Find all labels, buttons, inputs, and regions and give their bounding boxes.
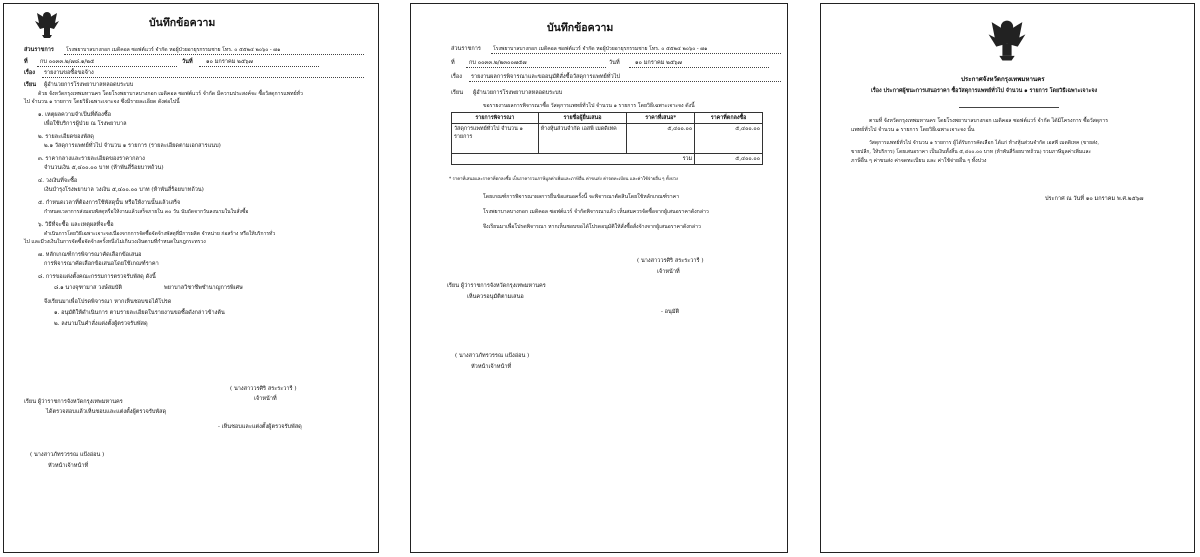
item-2-detail: ๒.๑ วัสดุการแพทย์ทั่วไป จำนวน ๑ รายการ (รายละเอียดตามเอกสารแนบ) xyxy=(44,143,221,149)
to-value: ผู้อำนวยการโรงพยาบาลหลอดบระบบ xyxy=(473,90,563,96)
ref-label: ที่ xyxy=(24,59,28,65)
item-3-detail: จำนวนเงิน ๕,๔๐๐.๐๐ บาท (ห้าพันสี่ร้อยบาทถ้วน) xyxy=(44,165,164,171)
bid-table xyxy=(451,112,763,165)
table-cell: ๕,๔๐๐.๐๐ xyxy=(695,124,763,154)
body-paragraph-2-cont: ขายปลีก, ให้บริการ) โดยเสนอราคา เป็นเงินทั้งสิ้น ๕,๔๐๐.๐๐ บาท (ห้าพันสี่ร้อยบาทถ้วน) รวมภาษีมูลค่าเพิ่มและ xyxy=(851,149,1092,155)
subject-value: รายงานผลการพิจารณาและขออนุมัติสั่งซื้อวัสดุการแพทย์ทั่วไป xyxy=(471,74,620,80)
date-underline xyxy=(629,67,769,68)
body-paragraph-2: วัสดุการแพทย์ทั่วไป จำนวน ๑ รายการ ผู้ได้รับการคัดเลือก ได้แก่ ห้างหุ้นส่วนจำกัด เอสพี เมดดิเทค (ขายส่ง, xyxy=(869,140,1100,146)
table-cell: วัสดุการแพทย์ทั่วไป จำนวน ๑ รายการ xyxy=(452,124,539,154)
item-2: ๒. รายละเอียดของพัสดุ xyxy=(38,134,94,140)
table-header: รายการพิจารณา xyxy=(452,113,539,124)
approval-point-1: ๑. อนุมัติให้ดำเนินการ ตามรายละเอียดในรายงานขอซื้อดังกล่าวข้างต้น xyxy=(54,310,225,316)
table-cell: ห้างหุ้นส่วนจำกัด เอสพี เมดดิเทค xyxy=(538,124,627,154)
announcement-subject: เรื่อง ประกาศผู้ชนะการเสนอราคา ซื้อวัสดุการแพทย์ทั่วไป จำนวน ๑ รายการ โดยวิธีเฉพาะเจาะจง xyxy=(871,88,1098,94)
agency-underline xyxy=(64,54,364,55)
item-8: ๘. การขอแต่งตั้งคณะกรรมการตรวจรับพัสดุ ดังนี้ xyxy=(38,274,156,280)
forward-to: เรียน ผู้ว่าราชการจังหวัดกรุงเทพมหานคร xyxy=(24,399,123,405)
item-8-member-name: ๘.๑ นางจุฑามาส วงษ์สมบัติ xyxy=(54,285,123,291)
table-header: ราคาที่เสนอ* xyxy=(627,113,695,124)
signature-officer-role: เจ้าหน้าที่ xyxy=(657,269,680,275)
item-6: ๖. วิธีที่จะซื้อ และเหตุผลที่จะซื้อ xyxy=(38,222,114,228)
forward-to: เรียน ผู้ว่าราชการจังหวัดกรุงเทพมหานคร xyxy=(447,283,546,289)
table-cell: ๕,๔๐๐.๐๐ xyxy=(627,124,695,154)
subject-underline xyxy=(42,77,364,78)
signature-officer-name: ( นางสาววรศิริ สระระวารี ) xyxy=(230,386,297,392)
item-4-detail: เงินบำรุงโรงพยาบาล วงเงิน ๕,๔๐๐.๐๐ บาท (ห้าพันสี่ร้อยบาทถ้วน) xyxy=(44,187,204,193)
item-7-detail: การพิจารณาคัดเลือกข้อเสนอโดยใช้เกณฑ์ราคา xyxy=(44,261,159,267)
item-6-detail: ดำเนินการโดยวิธีเฉพาะเจาะจงเนื่องจากการจัดซื้อจัดจ้างพัสดุที่มีการผลิต จำหน่าย ก่อสร้าง หรือให้บริการทั่ว xyxy=(44,231,276,237)
agency-label: ส่วนราชการ xyxy=(24,47,54,53)
item-5-detail: กำหนดเวลาการส่งมอบพัสดุหรือให้งานแล้วเสร็จภายใน ๓๐ วัน นับถัดจากวันลงนามในใบสั่งซื้อ xyxy=(44,209,249,215)
intro-paragraph: ด้วย จังหวัดกรุงเทพมหานคร โดยโรงพยาบาลบางกอก เมดิคอล ซอฟต์แวร์ จำกัด มีความประสงค์จะ ซื้อวัสดุการแพทย์ทั่ว xyxy=(38,91,303,97)
table-header: รายชื่อผู้ยื่นเสนอ xyxy=(538,113,627,124)
ref-underline xyxy=(466,67,606,68)
item-8-member-role: พยาบาลวิชาชีพชำนาญการพิเศษ xyxy=(164,285,243,291)
body-paragraph-2-end: ภาษีอื่น ๆ ค่าขนส่ง ค่าจดทะเบียน และ ค่าใช้จ่ายอื่น ๆ ทั้งปวง xyxy=(851,158,987,164)
forward-decision: - เห็นชอบและแต่งตั้งผู้ตรวจรับพัสดุ xyxy=(218,424,302,430)
forward-note: เห็นควรอนุมัติตามเสนอ xyxy=(467,294,524,300)
to-label: เรียน xyxy=(24,82,37,88)
total-label: รวม xyxy=(452,154,695,165)
body-paragraph-1: ตามที่ จังหวัดกรุงเทพมหานคร โดยโรงพยาบาลบางกอก เมดิคอล ซอฟต์แวร์ จำกัด ได้มีโครงการ ซื้อวัสดุการ xyxy=(869,118,1109,124)
signature-head-role: หัวหน้าเจ้าหน้าที่ xyxy=(471,364,512,370)
announcement-date: ประกาศ ณ วันที่ ๑๐ มกราคม พ.ศ.๒๕๖๗ xyxy=(1045,196,1144,202)
approval-point-2: ๒. ลงนามในคำสั่งแต่งตั้งผู้ตรวจรับพัสดุ xyxy=(54,321,148,327)
announcement-page xyxy=(820,3,1195,553)
subject-value: รายงานขอซื้อขอจ้าง xyxy=(44,70,94,76)
signature-head-role: หัวหน้าเจ้าหน้าที่ xyxy=(48,463,89,469)
item-4: ๔. วงเงินที่จะซื้อ xyxy=(38,178,78,184)
ref-underline xyxy=(37,66,177,67)
date-underline xyxy=(199,66,319,67)
announcement-title: ประกาศจังหวัดกรุงเทพมหานคร xyxy=(961,76,1045,83)
date-label: วันที่ xyxy=(182,59,193,65)
title-divider xyxy=(959,107,1059,108)
item-1-detail: เพื่อใช้บริการผู้ป่วย ณ โรงพยาบาล xyxy=(44,121,127,127)
agency-label: ส่วนราชการ xyxy=(451,46,481,52)
total-value: ๕,๔๐๐.๐๐ xyxy=(695,154,763,165)
signature-head-name: ( นางสาวภัทรวรรณ แป้งอ่อน ) xyxy=(30,452,105,458)
table-row xyxy=(452,124,763,154)
item-7: ๗. หลักเกณฑ์การพิจารณาคัดเลือกข้อเสนอ xyxy=(38,252,142,258)
forward-note: ได้ตรวจสอบแล้วเห็นชอบและแต่งตั้งผู้ตรวจรับพัสดุ xyxy=(46,409,167,415)
garuda-emblem-icon xyxy=(34,9,60,39)
subject-label: เรื่อง xyxy=(24,70,36,76)
table-header: ราคาที่ตกลงซื้อ xyxy=(695,113,763,124)
item-5: ๕. กำหนดเวลาที่ต้องการใช้พัสดุนั้น หรือให้งานนั้นแล้วเสร็จ xyxy=(38,200,181,206)
intro-paragraph: ขอรายงานผลการพิจารณาซื้อ วัสดุการแพทย์ทั่วไป จำนวน ๑ รายการ โดยวิธีเฉพาะเจาะจง ดังนี้ xyxy=(483,103,695,109)
agency-underline xyxy=(491,53,781,54)
ref-value: กบ ๐๐๓๓.๒/๗๘.๑/๒๕ xyxy=(40,59,95,65)
subject-label: เรื่อง xyxy=(451,74,463,80)
date-value: ๑๐ มกราคม ๒๕๖๗ xyxy=(635,60,682,66)
to-value: ผู้อำนวยการโรงพยาบาลหลอดบระบบ xyxy=(44,82,134,88)
table-footnote: * ราคาที่เสนอและราคาที่ตกลงซื้อ เป็นราคารวมภาษีมูลค่าเพิ่มและภาษีอื่น ค่าขนส่ง ค่าจดทะเบียน และค่าใช้จ่ายอื่น ๆ ทั้งปวง xyxy=(449,177,679,182)
subject-underline xyxy=(469,81,781,82)
garuda-emblem-icon xyxy=(987,16,1027,62)
table-total-row xyxy=(452,154,763,165)
signature-officer-name: ( นางสาววรศิริ สระระวารี ) xyxy=(637,258,704,264)
ref-value: กบ ๐๐๓๓.๒/๒๓๐๐๗๕๗ xyxy=(469,60,527,66)
item-6-detail-cont: ไป และมีวงเงินในการจัดซื้อจัดจ้างครั้งหนึ่งไม่เกินวงเงินตามที่กำหนดในกฎกระทรวง xyxy=(24,239,206,245)
item-3: ๓. ราคากลางและรายละเอียดของราคากลาง xyxy=(38,156,145,162)
item-1: ๑. เหตุผลความจำเป็นที่ต้องซื้อ xyxy=(38,112,112,118)
forward-decision: - อนุมัติ xyxy=(661,309,680,315)
date-label: วันที่ xyxy=(609,60,620,66)
closing-paragraph: จึงเรียนมาเพื่อโปรดพิจารณา หากเห็นชอบขอได้โปรด xyxy=(44,299,172,305)
agency-value: โรงพยาบาลบางกอก เมดิคอล ซอฟต์แวร์ จำกัด หอผู้ป่วยอายุรกรรมชาย โทร. ๐ ๕๕๒๔ ๒๐๖๐ - ๗๑ xyxy=(493,46,708,52)
memo-title: บันทึกข้อความ xyxy=(149,17,216,29)
memo-page-award-report xyxy=(410,3,788,553)
consideration-paragraph: โรงพยาบาลบางกอก เมดิคอล ซอฟต์แวร์ จำกัดพิจารณาแล้ว เห็นสมควรจัดซื้อจากผู้เสนอราคาดังกล่าว xyxy=(483,209,709,215)
agency-value: โรงพยาบาลบางกอก เมดิคอล ซอฟต์แวร์ จำกัด หอผู้ป่วยอายุรกรรมชาย โทร. ๐ ๕๕๒๔ ๒๐๖๐ - ๗๑ xyxy=(66,47,281,53)
to-label: เรียน xyxy=(451,90,464,96)
intro-paragraph-cont: ไป จำนวน ๑ รายการ โดยวิธีเฉพาะเจาะจง ซึ่งมีรายละเอียด ดังต่อไปนี้ xyxy=(24,99,180,105)
body-paragraph-1-cont: แพทย์ทั่วไป จำนวน ๑ รายการ โดยวิธีเฉพาะเจาะจง นั้น xyxy=(851,127,975,133)
memo-page-procurement-request xyxy=(3,3,379,553)
date-value: ๑๐ มกราคม ๒๕๖๗ xyxy=(206,59,253,65)
request-paragraph: จึงเรียนมาเพื่อโปรดพิจารณา หากเห็นชอบขอได้โปรดอนุมัติให้สั่งซื้อสั่งจ้างจากผู้เสนอราคาดังกล่าว xyxy=(483,224,701,230)
memo-title: บันทึกข้อความ xyxy=(547,22,614,34)
signature-head-name: ( นางสาวภัทรวรรณ แป้งอ่อน ) xyxy=(455,353,530,359)
ref-label: ที่ xyxy=(451,60,455,66)
criteria-paragraph: โดยเกณฑ์การพิจารณาผลการยื่นข้อเสนอครั้งนี้ จะพิจารณาตัดสินโดยใช้หลักเกณฑ์ราคา xyxy=(483,194,680,200)
signature-officer-role: เจ้าหน้าที่ xyxy=(254,396,277,402)
